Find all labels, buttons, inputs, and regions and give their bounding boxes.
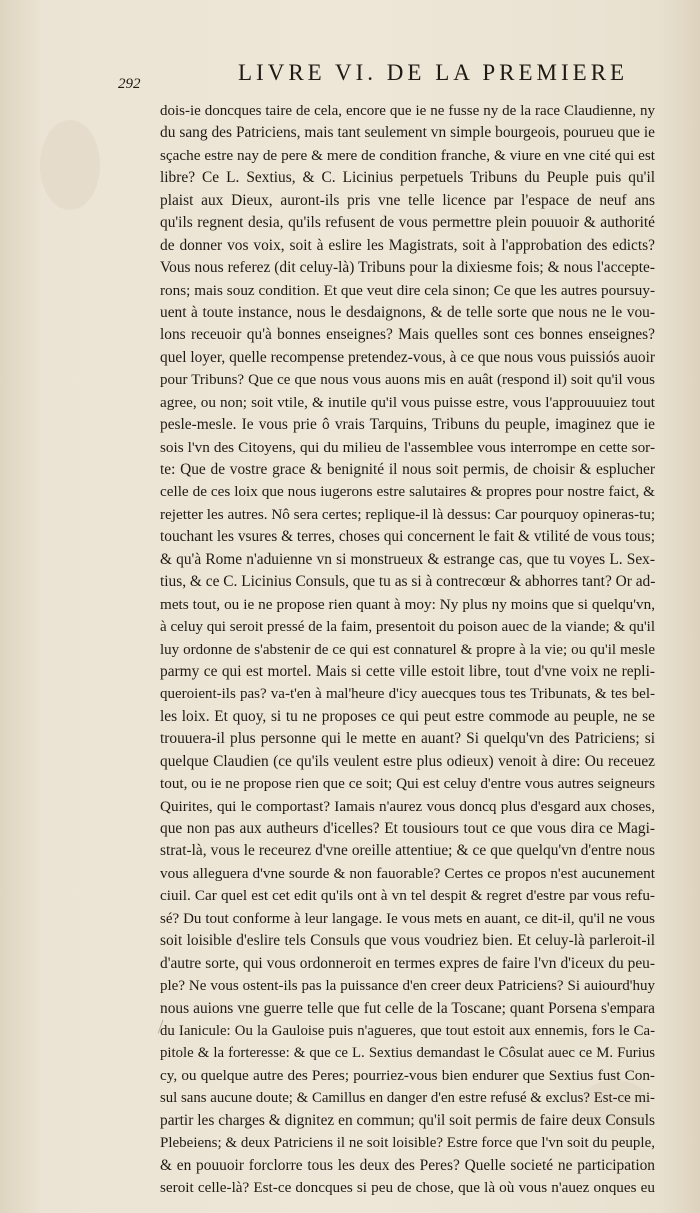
text-line: quelque Claudien (ce qu'ils veulent estre plus odieux) venoit à dire: Ou receuez [160, 752, 655, 770]
running-title: LIVRE VI. DE LA PREMIERE [238, 60, 629, 85]
text-line: de donner vos voix, soit à eslire les Magistrats, soit à l'approbation des edicts? [160, 236, 655, 254]
text-line: lons receuoir qu'à bonnes enseignes? Mais quelles sont ces bonnes enseignes? [160, 326, 655, 344]
body-text [160, 100, 655, 1199]
text-line: rejetter les autres. Nô sera certes; replique-il là dessus: Car pourquoy opineras-tu; [160, 505, 655, 523]
text-line: pitole & la forteresse: & que ce L. Sextius demandast le Côsulat auec ce M. Furius [160, 1045, 655, 1062]
text-line: uent à toute instance, nous le desdaignons, & de telle sorte que nous ne le vou- [160, 303, 655, 321]
text-line: d'autre sorte, qui vous ordonneroit en termes expres de faire l'vn d'iceux du peu- [160, 954, 655, 972]
text-line: qu'ils regnent desia, qu'ils refusent de vous permettre plein pouuoir & authorité [160, 214, 655, 232]
text-line: du sang des Patriciens, mais tant seulement vn simple bourgeois, pourueu que ie [160, 124, 655, 142]
text-line: libre? Ce L. Sextius, & C. Licinius perpetuels Tribuns du Peuple puis qu'il [160, 169, 655, 187]
text-line: quel loyer, quelle recompense pretendez-vous, à ce que nous vous puissiós auoir [160, 348, 655, 366]
text-line: ciuil. Car quel est cet edit qu'ils ont à vn tel despit & regret d'estre par vous refu- [160, 887, 655, 905]
text-line: les loix. Et quoy, si tu ne proposes ce qui peut estre commode au peuple, ne se [160, 707, 655, 725]
text-line: & en pouuoir forclorre tous les deux des Peres? Quelle societé ne participation [160, 1156, 655, 1174]
text-line: tout, ou ie ne propose rien que ce soit; Qui est celuy d'entre vous autres seigneurs [160, 775, 655, 793]
text-line: vous alleguera d'vne sourde & non fauorable? Certes ce propos n'est aucunement [160, 864, 655, 882]
text-line: & qu'à Rome n'aduienne vn si monstrueux & estrange cas, que tu voyes L. Sex- [160, 550, 655, 568]
text-line: parmy ce qui est mortel. Mais si cette ville estoit libre, tout d'vne voix ne repli- [160, 662, 655, 680]
text-line: dois-ie doncques taire de cela, encore que ie ne fusse ny de la race Claudienne, ny [160, 103, 655, 119]
text-line: tius, & ce C. Licinius Consuls, que tu as si à contrecœur & abhorres tant? Or ad- [160, 573, 655, 591]
paper-stain [40, 120, 100, 210]
text-line: strat-là, vous le receurez d'vne oreille attentiue; & ce que quelqu'vn d'entre nous [160, 842, 655, 860]
text-line: soit loisible d'eslire tels Consuls que vous voudriez bien. Et celuy-là parleroit-il [160, 932, 655, 950]
text-line: Vous nous referez (dit celuy-là) Tribuns pour la dixiesme fois; & nous l'accepte- [160, 259, 655, 277]
text-line: pesle-mesle. Ie vous prie ô vrais Tarquins, Tribuns du peuple, imaginez que ie [160, 416, 655, 434]
text-line: luy ordonne de s'abstenir de ce qui est connaturel & propre à la vie; ou qu'il mesle [160, 641, 655, 658]
text-line: nous auions vne guerre telle que fut celle de la Toscane; quant Porsena s'empara [160, 999, 655, 1017]
text-line: seroit celle-là? Est-ce doncques si peu de chose, que là où vous n'auez onques eu [160, 1179, 655, 1196]
page-header [118, 60, 678, 100]
text-line: partir les charges & dignitez en commun; qu'il soit permis de faire deux Consuls [160, 1111, 655, 1129]
text-line: sois l'vn des Citoyens, qui du milieu de l'assemblee vous interrompe en cette sor- [160, 438, 655, 456]
text-line: queroient-ils pas? va-t'en à mal'heure d'icy auecques tous tes Tribunats, & tes bel- [160, 686, 655, 703]
text-line: Quirites, qui le comportast? Iamais n'aurez vous doncq plus d'esgard aux choses, [160, 797, 655, 815]
text-line: sul sans aucune doute; & Camillus en danger d'en estre refusé & exclus? Est-ce mi- [160, 1090, 655, 1107]
text-line: Plebeiens; & deux Patriciens il ne soit loisible? Estre force que l'vn soit du peuple, [160, 1135, 655, 1152]
text-line: sçache estre nay de pere & mere de condition franche, & viure en vne cité qui est [160, 146, 655, 164]
text-line: touchant les vsures & terres, choses qui concernent le fait & vtilité de vous tous; [160, 528, 655, 546]
text-line: cy, ou quelque autre des Peres; pourriez-vous bien endurer que Sextius fust Con- [160, 1066, 655, 1084]
text-line: ple? Ne vous ostent-ils pas la puissance d'en creer deux Patriciens? Si auiourd'huy [160, 978, 655, 995]
text-line: sé? Du tout conforme à leur langage. Ie vous mets en auant, ce dit-il, qu'il ne vous [160, 910, 655, 927]
text-line: agree, ou non; soit vtile, & inutile qu'il vous puisse estre, vous l'approuuuiez tout [160, 393, 655, 411]
text-line: à celuy qui seroit pressé de la faim, presentoit du poison auec de la viande; & qu'il [160, 619, 655, 636]
folio-number: 292 [118, 76, 141, 92]
text-line: mets tout, ou ie ne propose rien quant à moy: Ny plus ny moins que si quelqu'vn, [160, 595, 655, 613]
text-line: celle de ces loix que nous iugerons estre salutaires & propres pour nostre faict, & [160, 483, 655, 501]
text-line: rons; mais souz condition. Et que veut dire cela sinon; Ce que les autres poursuy- [160, 281, 655, 299]
text-line: te: Que de vostre grace & benignité il nous soit permis, de choisir & esplucher [160, 461, 655, 478]
text-line: que non pas aux autheurs d'icelles? Et tousiours tout ce que vous dira ce Magi- [160, 820, 655, 837]
text-line: du Ianicule: Ou la Gauloise puis n'agueres, que tout estoit aux ennemis, fors le Ca- [160, 1022, 655, 1039]
text-line: plaist aux Dieux, auront-ils pris vne telle licence par l'espace de neuf ans [160, 191, 655, 209]
text-line: trouuera-il plus personne qui le mette en auant? Si quelqu'vn des Patriciens; si [160, 730, 655, 748]
text-line: pour Tribuns? Que ce que nous vous auons mis en auât (respond il) soit qu'il vous [160, 372, 655, 389]
